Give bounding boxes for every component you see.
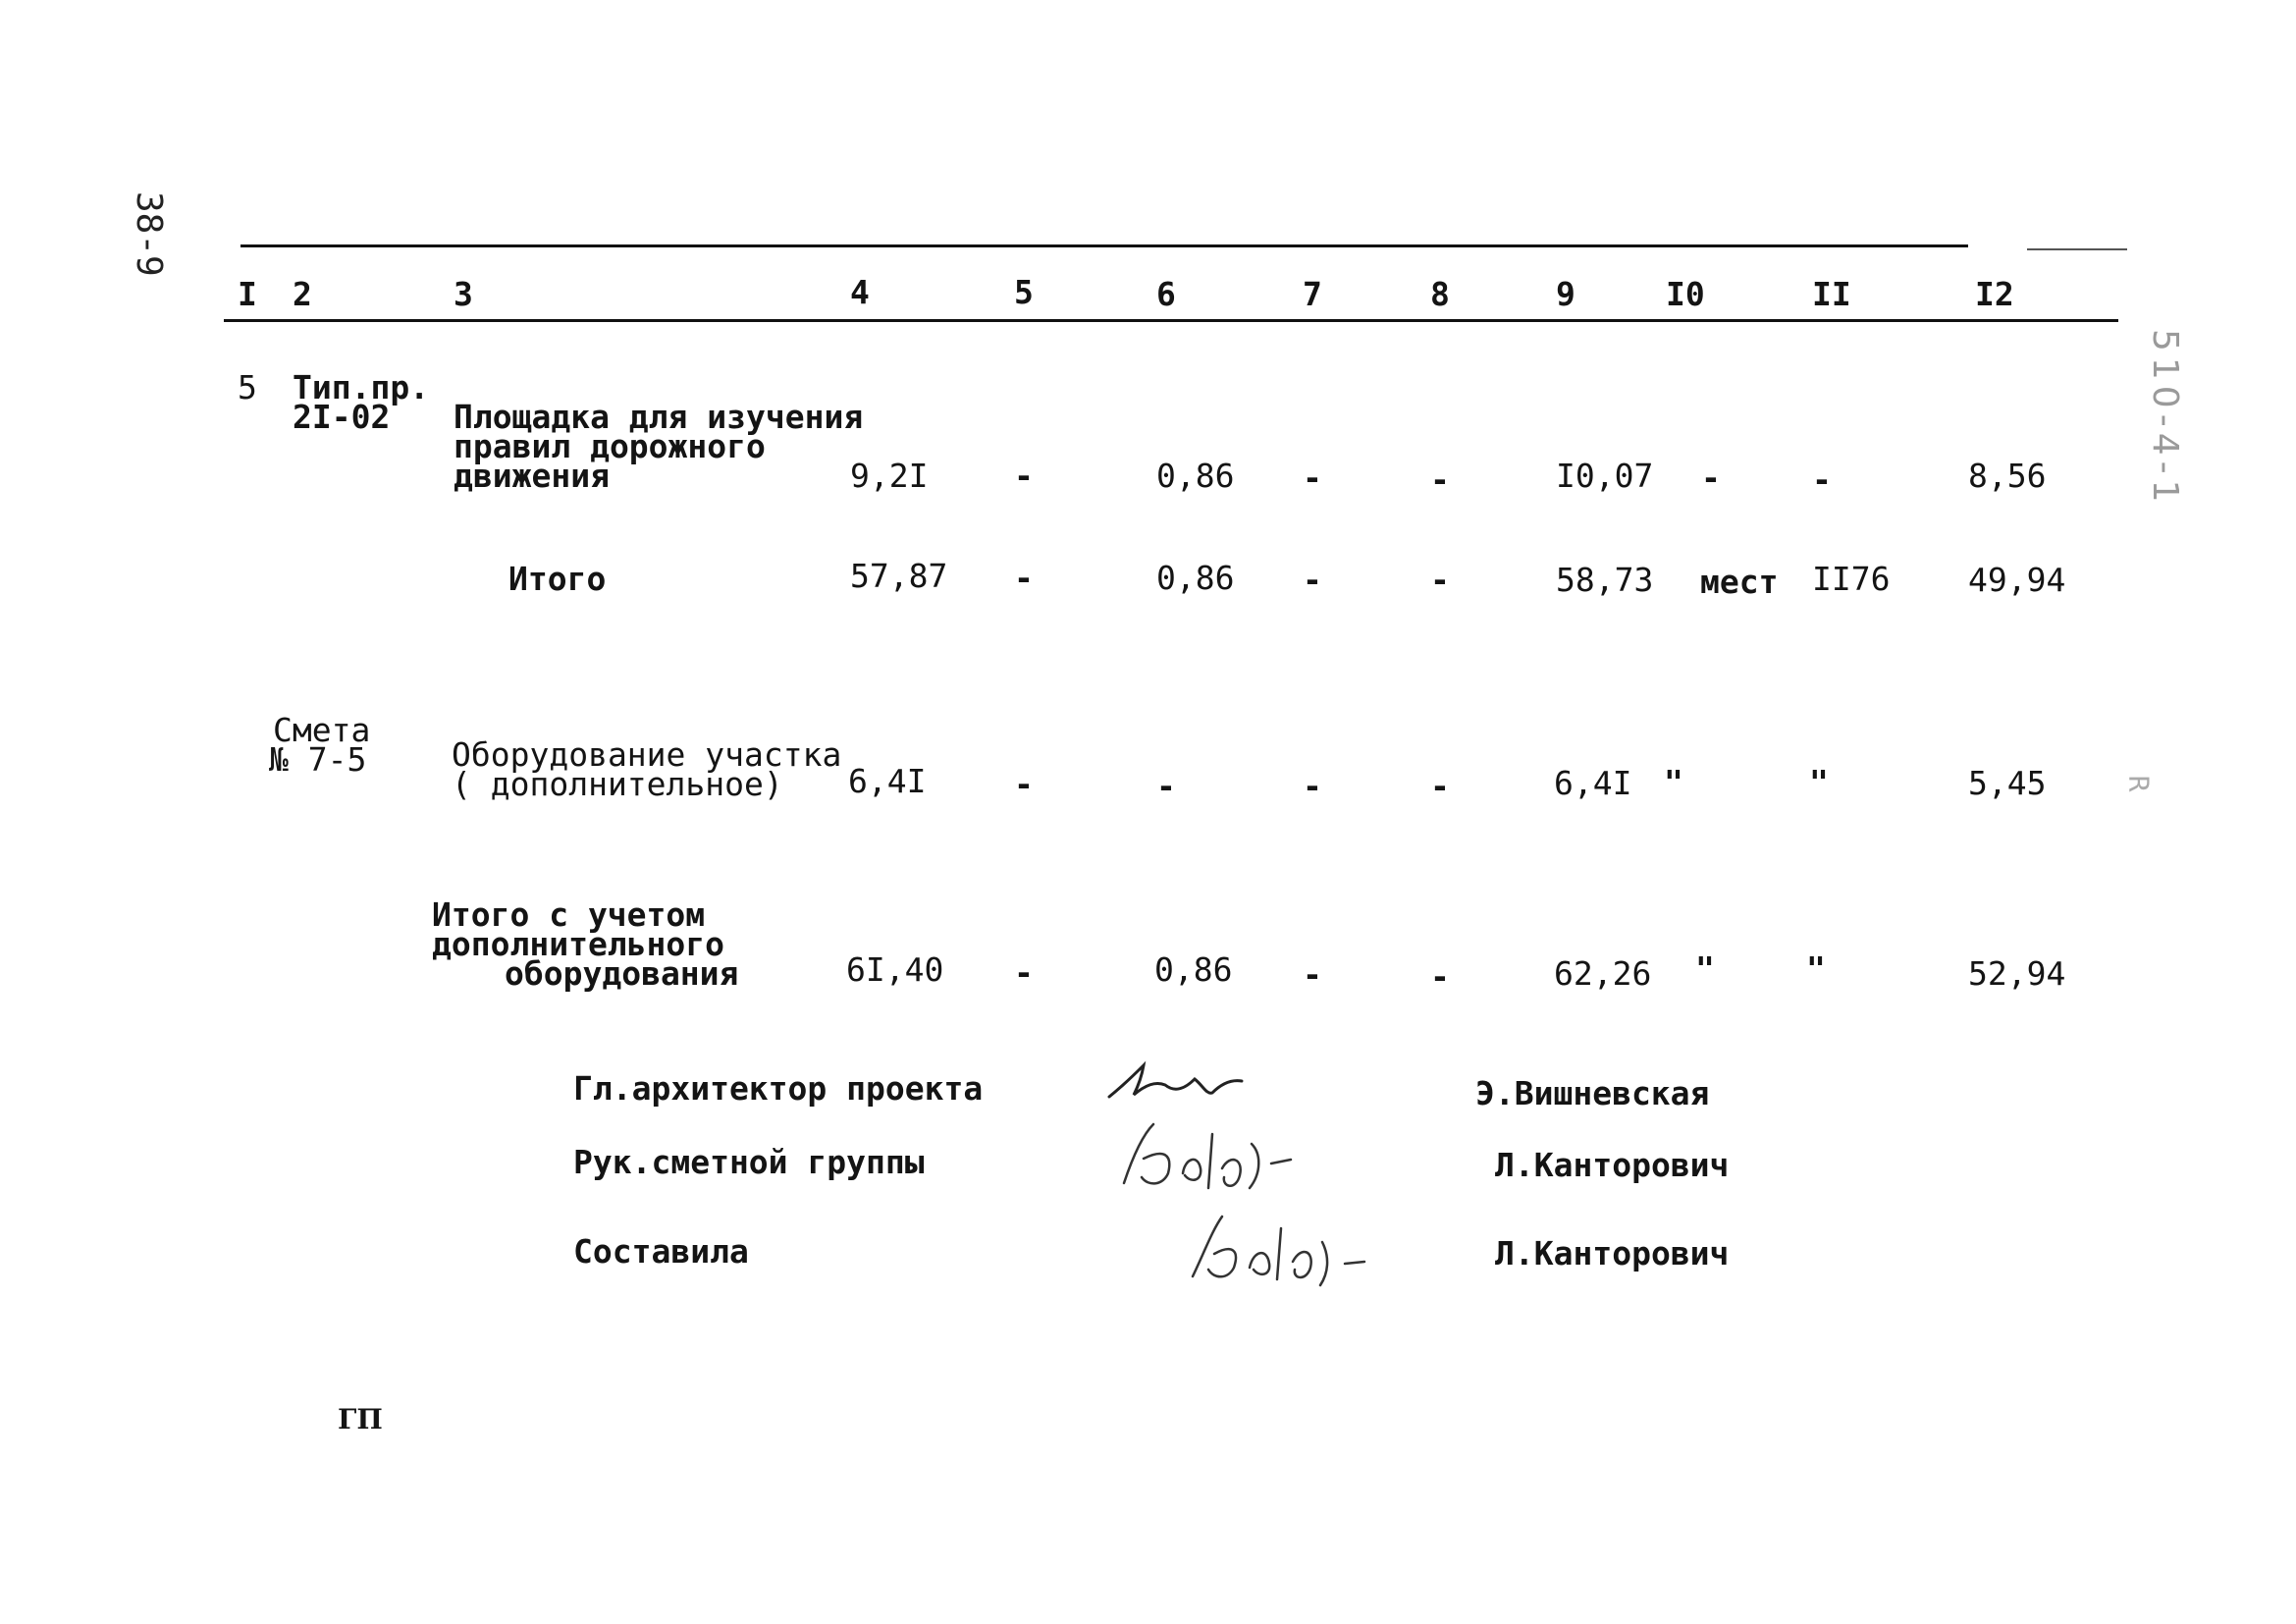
total1-col12: 49,94 bbox=[1968, 561, 2066, 599]
row1-ref-line2: 2I-02 bbox=[293, 398, 391, 436]
row1-col10: - bbox=[1701, 459, 1721, 497]
row1-col4: 9,2I bbox=[850, 457, 929, 495]
total2-col11: " bbox=[1806, 949, 1826, 988]
row2-col12: 5,45 bbox=[1968, 764, 2047, 802]
total2-col7: - bbox=[1303, 955, 1322, 994]
col-header-5: 5 bbox=[1014, 273, 1034, 311]
total2-label-line3: оборудования bbox=[505, 954, 739, 993]
col-header-11: II bbox=[1812, 275, 1851, 313]
right-margin-code: 510-4-1 bbox=[2145, 329, 2185, 509]
row2-col9: 6,4I bbox=[1554, 764, 1632, 802]
col-header-8: 8 bbox=[1430, 275, 1450, 313]
row1-name-line1: Площадка для изучения bbox=[454, 398, 864, 436]
signer3-name: Л.Канторович bbox=[1495, 1234, 1730, 1272]
col-header-9: 9 bbox=[1556, 275, 1575, 313]
total1-col9: 58,73 bbox=[1556, 561, 1654, 599]
signer2-role: Рук.сметной группы bbox=[573, 1143, 925, 1181]
handwritten-signature-3 bbox=[1183, 1203, 1379, 1291]
total2-label-line2: дополнительного bbox=[432, 925, 725, 963]
row2-name-line1: Оборудование участка bbox=[452, 735, 842, 774]
row2-col5: - bbox=[1014, 765, 1034, 803]
row2-name-line2: ( дополнительное) bbox=[452, 765, 783, 803]
header-top-rule-tail bbox=[2027, 248, 2127, 250]
signer1-name: Э.Вишневская bbox=[1475, 1074, 1710, 1112]
total1-col10: мест bbox=[1700, 563, 1779, 601]
total1-col4: 57,87 bbox=[850, 557, 948, 595]
total1-col6: 0,86 bbox=[1156, 559, 1235, 597]
col-header-4: 4 bbox=[850, 273, 870, 311]
total2-col10: " bbox=[1695, 949, 1715, 988]
header-bottom-rule bbox=[224, 319, 2118, 322]
row1-number: 5 bbox=[238, 368, 257, 406]
row1-ref-line1: Тип.пр. bbox=[293, 368, 430, 406]
row2-col11: " bbox=[1809, 763, 1829, 801]
row1-col8: - bbox=[1430, 460, 1450, 499]
col-header-6: 6 bbox=[1156, 275, 1176, 313]
left-margin-code: 38-9 bbox=[129, 191, 169, 277]
col-header-3: 3 bbox=[454, 275, 473, 313]
row1-name-line3: движения bbox=[454, 457, 610, 495]
total1-col5: - bbox=[1014, 559, 1034, 597]
signer3-role: Составила bbox=[573, 1232, 749, 1271]
row2-ref-line1: Смета bbox=[273, 711, 371, 749]
total2-col9: 62,26 bbox=[1554, 954, 1652, 993]
row1-name-line2: правил дорожного bbox=[454, 427, 766, 465]
handwritten-signature-1 bbox=[1104, 1056, 1261, 1114]
col-header-7: 7 bbox=[1303, 275, 1322, 313]
row2-ref-line2: № 7-5 bbox=[269, 740, 367, 779]
total2-label-line1: Итого с учетом bbox=[432, 895, 706, 934]
total1-col11: II76 bbox=[1812, 560, 1891, 598]
col-header-1: I bbox=[238, 275, 257, 313]
row1-col9: I0,07 bbox=[1556, 457, 1654, 495]
signer2-name: Л.Канторович bbox=[1495, 1146, 1730, 1184]
row1-col5: - bbox=[1014, 457, 1034, 495]
row1-col6: 0,86 bbox=[1156, 457, 1235, 495]
row1-col11: - bbox=[1812, 460, 1832, 499]
total1-label: Итого bbox=[508, 560, 607, 598]
total2-col5: - bbox=[1014, 953, 1034, 992]
total2-col4: 6I,40 bbox=[846, 950, 944, 989]
row1-col7: - bbox=[1303, 459, 1322, 497]
col-header-12: I2 bbox=[1975, 275, 2014, 313]
right-margin-mark: R bbox=[2122, 775, 2156, 792]
row2-col8: - bbox=[1430, 767, 1450, 805]
total2-col6: 0,86 bbox=[1154, 950, 1233, 989]
total2-col8: - bbox=[1430, 957, 1450, 996]
row2-col10: " bbox=[1664, 763, 1683, 801]
row2-col4: 6,4I bbox=[848, 762, 927, 800]
total1-col8: - bbox=[1430, 561, 1450, 599]
row2-col6: - bbox=[1156, 767, 1176, 805]
signer1-role: Гл.архитектор проекта bbox=[573, 1069, 984, 1108]
header-top-rule bbox=[240, 244, 1968, 247]
total2-col12: 52,94 bbox=[1968, 954, 2066, 993]
row1-col12: 8,56 bbox=[1968, 457, 2047, 495]
col-header-2: 2 bbox=[293, 275, 312, 313]
col-header-10: I0 bbox=[1666, 275, 1705, 313]
handwritten-signature-2 bbox=[1114, 1114, 1310, 1203]
total1-col7: - bbox=[1303, 561, 1322, 599]
row2-col7: - bbox=[1303, 767, 1322, 805]
footer-mark: ГП bbox=[338, 1403, 383, 1435]
